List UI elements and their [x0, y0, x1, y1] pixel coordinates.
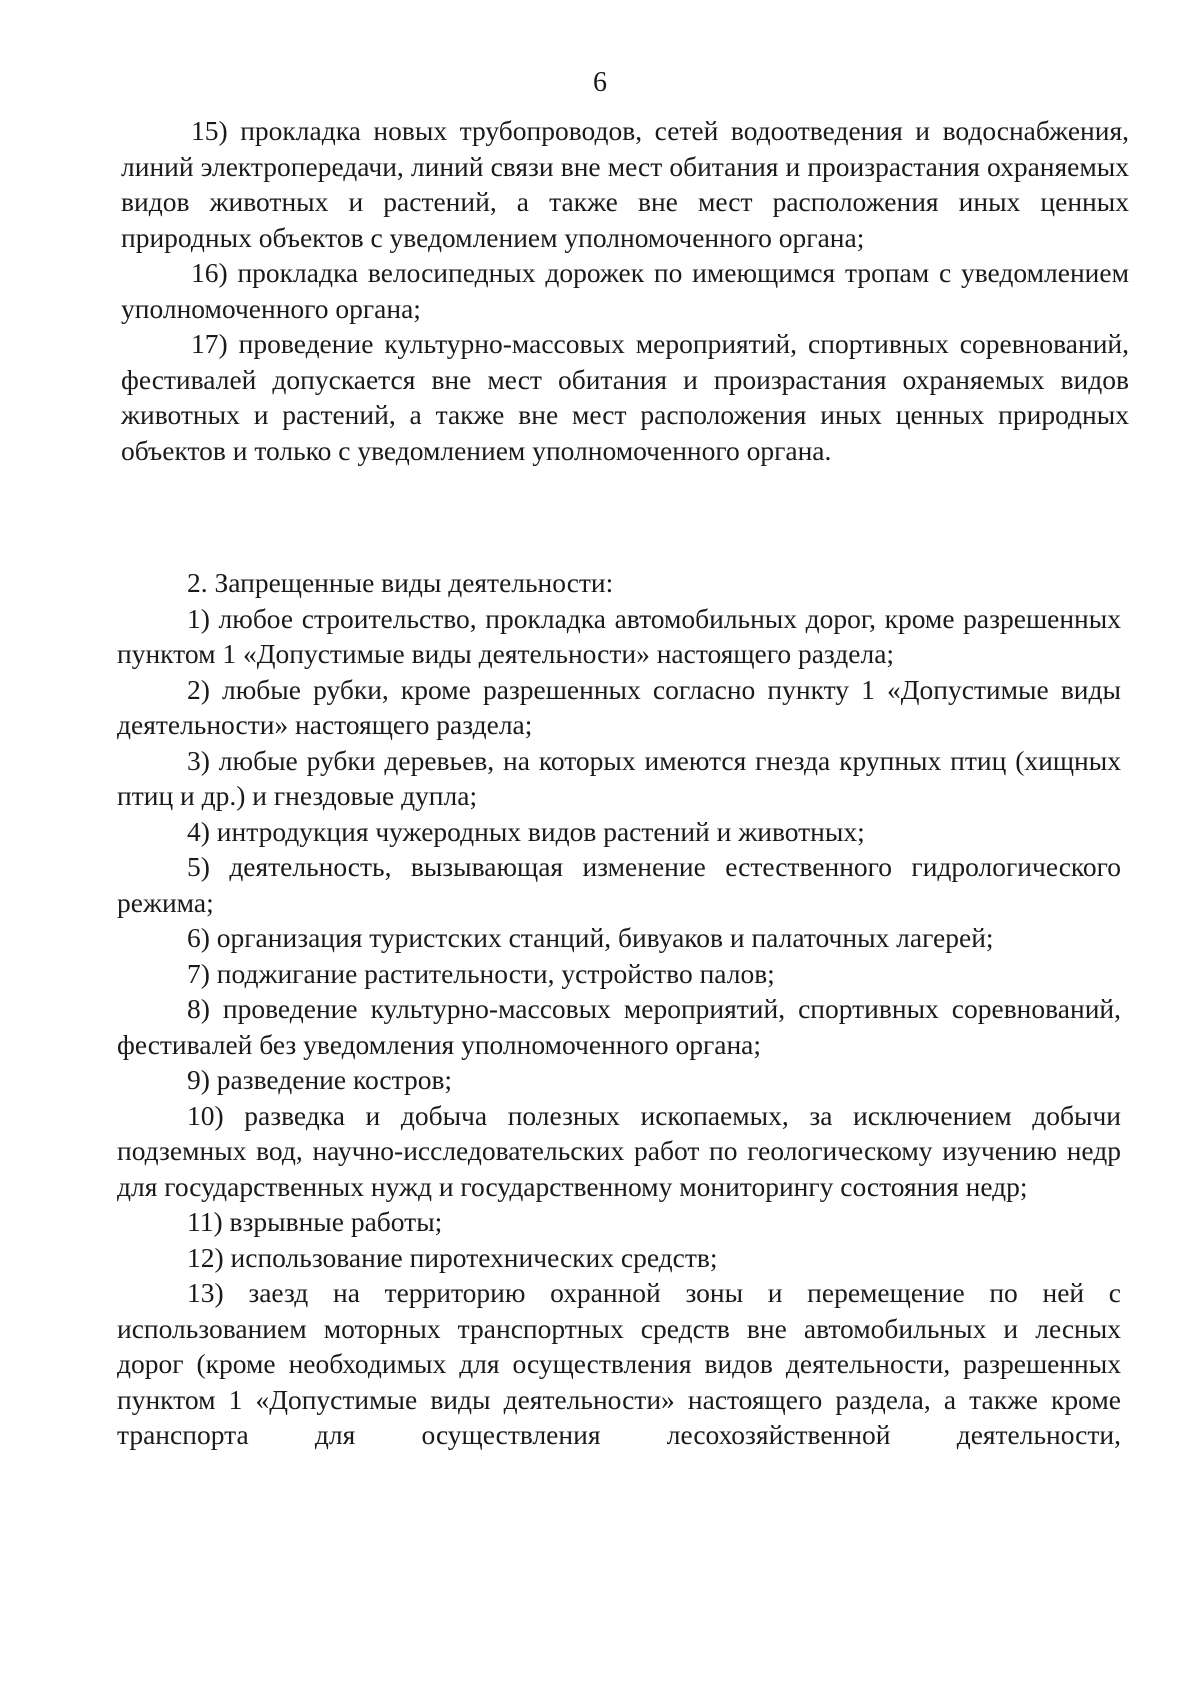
- permitted-activities-continuation: [121, 113, 1129, 468]
- list-item: 3) любые рубки деревьев, на которых имеются гнезда крупных птиц (хищных птиц и др.) и гнездовые дупла;: [117, 744, 1121, 811]
- list-item: 15) прокладка новых трубопроводов, сетей водоотведения и водоснабжения, линий электропередачи, линий связи вне мест обитания и произрастания охраняемых видов животных и растений, а также вне мест расположения иных ценных природных объектов с уведомлением уполномоченного органа;: [121, 115, 1129, 253]
- prohibited-activities: [117, 565, 1121, 1453]
- list-item: 12) использование пиротехнических средств;: [187, 1241, 718, 1273]
- list-item: 6) организация туристских станций, бивуаков и палаточных лагерей;: [187, 922, 994, 953]
- section-heading: 2. Запрещенные виды деятельности:: [187, 567, 614, 598]
- list-item: 2) любые рубки, кроме разрешенных согласно пункту 1 «Допустимые виды деятельности» настоящего раздела;: [117, 673, 1121, 740]
- list-item: 8) проведение культурно-массовых мероприятий, спортивных соревнований, фестивалей без уведомления уполномоченного органа;: [117, 993, 1121, 1060]
- page-number: 6: [593, 67, 607, 98]
- list-item: 1) любое строительство, прокладка автомобильных дорог, кроме разрешенных пунктом 1 «Допустимые виды деятельности» настоящего раздела;: [117, 602, 1121, 669]
- list-item: 13) заезд на территорию охранной зоны и перемещение по ней с использованием моторных транспортных средств вне автомобильных и лесных дорог (кроме необходимых для осуществления видов деятельности, разрешенных пунктом 1 «Допустимые виды деятельности» настоящего раздела, а также кроме транспорта для осуществления лесохозяйственной деятельности,: [117, 1277, 1121, 1450]
- list-item: 4) интродукция чужеродных видов растений и животных;: [187, 815, 865, 847]
- list-item: 5) деятельность, вызывающая изменение естественного гидрологического режима;: [117, 851, 1121, 918]
- list-item: 10) разведка и добыча полезных ископаемых, за исключением добычи подземных вод, научно-исследовательских работ по геологическому изучению недр для государственных нужд и государственному мониторингу состояния недр;: [117, 1099, 1121, 1202]
- list-item: 9) разведение костров;: [187, 1064, 453, 1095]
- list-item: 17) проведение культурно-массовых мероприятий, спортивных соревнований, фестивалей допускается вне мест обитания и произрастания охраняемых видов животных и растений, а также вне мест расположения иных ценных природных объектов и только с уведомлением уполномоченного органа.: [121, 328, 1129, 466]
- list-item: 7) поджигание растительности, устройство палов;: [187, 957, 775, 989]
- list-item: 11) взрывные работы;: [187, 1206, 443, 1237]
- list-item: 16) прокладка велосипедных дорожек по имеющимся тропам с уведомлением уполномоченного органа;: [121, 257, 1129, 324]
